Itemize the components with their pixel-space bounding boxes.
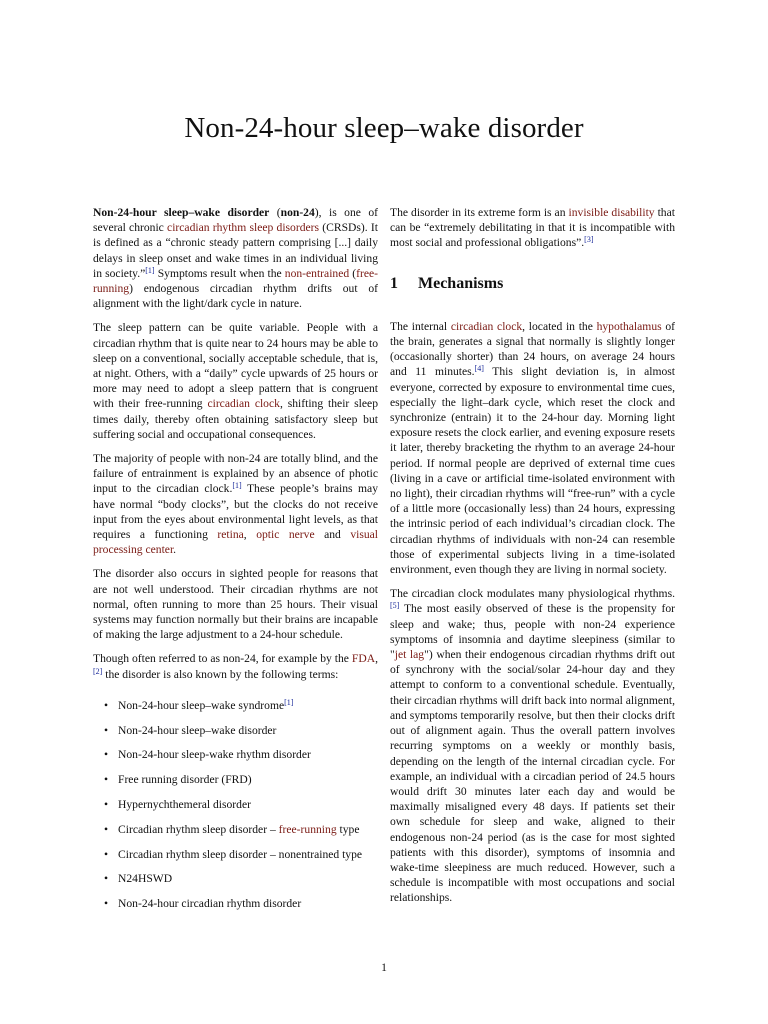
citation-1[interactable]: [1] [284,697,294,707]
text-run: ( [269,206,281,219]
text-run: Though often referred to as non-24, for example by the [93,652,352,666]
citation-3[interactable]: [3] [584,235,594,245]
list-item [93,698,378,713]
physiological-rhythms-paragraph [390,586,675,905]
bullet-icon: • [104,897,109,911]
list-item-text: N24HSWD [118,872,173,886]
bullet-icon: • [104,723,109,737]
text-run: The majority of people with non-24 are totally blind, and the failure of entrainment is explained by an absence of photic input to the circadian clock. [93,452,378,496]
bullet-icon: • [104,773,109,787]
link-jet-lag[interactable]: jet lag [394,648,425,662]
list-item [93,871,378,886]
link-circadian-clock[interactable]: circadian clock [450,319,523,333]
term-bold: Non-24-hour sleep–wake disorder [93,206,270,219]
text-run: . [173,543,177,557]
intro-paragraph [93,205,378,311]
list-item-text: Free running disorder (FRD) [118,773,252,787]
text-run: The most easily observed of these is the propensity for sleep and wake; thus, people with non-24 experience symptoms of insomnia and daytime sleepiness (similar to " [390,602,675,662]
blind-paragraph [93,451,378,557]
link-free-running[interactable]: free-running [278,822,337,836]
bullet-icon: • [104,748,109,762]
text-run: The internal [390,319,451,333]
list-item-text: Circadian rhythm sleep disorder – nonentrained type [118,847,363,861]
link-free-running[interactable]: free-running [93,266,378,296]
list-item [93,896,378,911]
text-run: , shifting their sleep times daily, thereby often obtaining satisfactory sleep but suffering social and occupational consequences. [93,397,378,441]
list-item-text: Non-24-hour sleep–wake syndrome [118,698,285,712]
right-column [390,205,675,915]
citation-1[interactable]: [1] [145,265,155,275]
abbrev-bold: non-24 [280,206,315,219]
list-item [93,772,378,787]
link-hypothalamus[interactable]: hypothalamus [596,319,662,333]
link-optic-nerve[interactable]: optic nerve [256,528,315,542]
extreme-form-paragraph [390,205,675,251]
link-visual-processing-center[interactable]: visual processing center [93,528,379,557]
list-item [93,822,378,837]
list-item-text: type [336,822,360,836]
text-run: , [243,528,257,542]
text-run: ), is one of several chronic [93,206,378,235]
page-title: Non-24-hour sleep–wake disorder [184,112,584,144]
list-item-text: Non-24-hour sleep-wake rhythm disorder [118,748,311,762]
list-item-text: Non-24-hour sleep–wake disorder [118,723,277,737]
text-run: that can be “extremely debilitating in that it is incompatible with most social and professional obligations”. [390,206,675,250]
list-item [93,797,378,812]
list-item [93,747,378,762]
citation-2[interactable]: [2] [93,666,103,676]
bullet-icon: • [104,872,109,886]
text-run: (CRSDs). It is defined as a “chronic steady pattern comprising [...] daily delays in sleep onset and wake times in an individual living in society.” [93,221,378,280]
section-number: 1 [390,274,398,292]
text-run: of the brain, generates a signal that normally is slightly longer (occasionally shorter) than 24 hours, on average 24 hours and 11 minutes. [390,319,675,379]
left-column [93,205,378,921]
text-run: The sleep pattern can be quite variable. People with a circadian rhythm that is quite near to 24 hours may be able to sleep on a conventional, socially acceptable schedule, that is, at night. Others, with a “daily” cycle upwards of 25 hours or more may need to adopt a sleep pattern that is congruent with their free-running [93,321,378,411]
bullet-icon: • [104,847,109,861]
text-run: ) endogenous circadian rhythm drifts out of alignment with the light/dark cycle in nature. [93,282,378,311]
citation-4[interactable]: [4] [474,364,484,374]
text-run: The circadian clock modulates many physiological rhythms. [390,587,675,601]
link-fda[interactable]: FDA [351,652,376,666]
bullet-icon: • [104,698,109,712]
text-run: Symptoms result when the [154,266,285,280]
link-retina[interactable]: retina [217,528,244,542]
text-run: ") when their endogenous circadian rhythms drift out of synchrony with the social/solar 24-hour day and they attempt to conform to a conventional schedule. Eventually, their circadian rhythms will drift back into normal alignment, and symptoms temporarily resolve, but then their clocks drift out of alignment again. Thus the overall pattern involves recurring symptoms on a weekly or monthly basis, depending on the length of the internal circadian cycle. For example, an individual with a circadian period of 24.5 hours would drift 30 minutes later each day and would be maximally misaligned every 48 days. If patients set their own schedule for sleep and wake, aligned to their endogenous non-24 period (as is the case for most sighted patients with this disorder), symptoms of insomnia and wake-time sleepiness are much reduced. However, such a schedule is incompatible with most occupations and social relationships. [390,648,675,905]
citation-5[interactable]: [5] [390,601,400,611]
text-run: the disorder is also known by the following terms: [102,667,339,681]
text-run: ( [349,266,357,280]
citation-1[interactable]: [1] [232,481,242,491]
link-invisible-disability[interactable]: invisible disability [568,206,655,219]
list-item [93,723,378,738]
section-title: Mechanisms [418,274,504,292]
list-item-text: Hypernychthemeral disorder [118,798,251,812]
link-circadian-clock[interactable]: circadian clock [207,397,280,411]
page-number: 1 [381,961,387,974]
bullet-icon: • [104,798,109,812]
alternate-names-list [93,698,378,912]
circadian-clock-paragraph [390,319,675,577]
text-run: and [314,528,351,542]
list-item [93,847,378,862]
link-non-entrained[interactable]: non-entrained [284,266,350,280]
link-circadian-rhythm-sleep-disorders[interactable]: circadian rhythm sleep disorders [167,221,320,235]
bullet-icon: • [104,822,109,836]
section-heading-mechanisms [390,276,675,291]
sleep-pattern-paragraph [93,320,378,442]
text-run: , located in the [522,319,597,333]
terms-intro-paragraph [93,651,378,681]
list-item-text: Circadian rhythm sleep disorder – [118,822,279,836]
sighted-paragraph: The disorder also occurs in sighted people for reasons that are not well understood. Their circadian rhythms are not normal, often running to more than 25 hours. Their visual systems may function normally but their brains are incapable of making the large adjustment to a 24-hour schedule. [93,567,378,642]
text-run: , [375,652,378,666]
text-run: This slight deviation is, in almost everyone, corrected by exposure to environmental time cues, especially the light–dark cycle, which reset the clock and synchronize (entrain) it to the 24-hour day. Morning light exposure resets the clock earlier, and evening exposure resets it later, thereby bracketing the rhythm to an average 24-hour period. If normal people are deprived of external time cues (living in a cave or artificial time-isolated environment with no light), their circadian rhythms will “free-run” with a cycle of a little more (occasionally less) than 24 hours, expressing the intrinsic period of each individual’s circadian clock. The circadian rhythms of individuals with non-24 can resemble those of experimental subjects living in a time-isolated environment, even though they are living in normal society. [390,365,675,577]
text-run: These people’s brains may have normal “body clocks”, but the clocks do not receive input from the eyes about environmental light levels, as that requires a functioning [93,482,379,542]
list-item-text: Non-24-hour circadian rhythm disorder [118,897,302,911]
text-run: The disorder in its extreme form is an [390,206,569,219]
